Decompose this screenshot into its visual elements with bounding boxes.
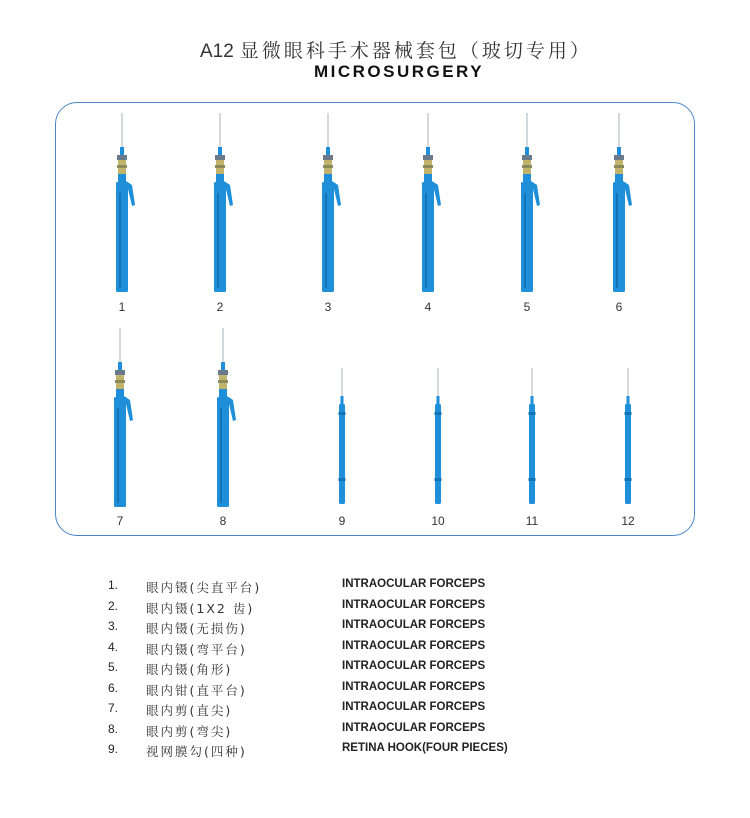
item-number: 4. — [108, 639, 119, 654]
title-chinese: 显微眼科手术器械套包（玻切专用） — [239, 40, 592, 62]
item-name-english: INTRAOCULAR FORCEPS — [342, 701, 486, 713]
catalog-code: A12 — [200, 41, 234, 62]
intraocular-forceps-image — [102, 113, 142, 293]
retina-hook-image — [608, 368, 648, 508]
intraocular-forceps-image — [203, 328, 243, 508]
item-number: 5. — [108, 660, 119, 674]
retina-hook-image — [418, 368, 458, 508]
instrument-number: 5 — [523, 300, 531, 314]
item-name-english: INTRAOCULAR FORCEPS — [342, 578, 486, 590]
item-number: 1. — [108, 578, 119, 592]
item-name-chinese: 眼内镊(弯平台) — [146, 641, 247, 657]
item-number: 9. — [108, 742, 119, 756]
item-name-chinese: 眼内镊(1X2 齿) — [146, 600, 255, 616]
instrument-number: 1 — [118, 300, 126, 314]
intraocular-forceps-image — [200, 113, 240, 293]
item-name-english: RETINA HOOK(FOUR PIECES) — [342, 742, 508, 754]
item-number: 3. — [108, 619, 119, 633]
instrument-number: 12 — [621, 514, 635, 528]
retina-hook-image — [322, 368, 362, 508]
item-name-chinese: 眼内镊(角形) — [146, 662, 233, 677]
item-name-english: INTRAOCULAR FORCEPS — [342, 639, 486, 652]
intraocular-forceps-image — [507, 113, 547, 293]
intraocular-forceps-image — [308, 113, 348, 293]
item-name-english: INTRAOCULAR FORCEPS — [342, 660, 486, 672]
item-name-english: INTRAOCULAR FORCEPS — [342, 619, 486, 631]
item-number: 8. — [108, 721, 119, 736]
instrument-number: 7 — [116, 514, 124, 528]
item-name-english: INTRAOCULAR FORCEPS — [342, 598, 486, 611]
item-name-chinese: 眼内剪(直尖) — [146, 703, 233, 718]
instrument-number: 2 — [216, 300, 224, 314]
item-name-chinese: 眼内剪(弯尖) — [146, 723, 233, 739]
page-subtitle: MICROSURGERY — [313, 62, 485, 81]
intraocular-forceps-image — [599, 113, 639, 293]
item-name-english: INTRAOCULAR FORCEPS — [342, 721, 486, 734]
instrument-number: 3 — [324, 300, 332, 314]
instrument-number: 9 — [338, 514, 346, 528]
item-name-chinese: 眼内镊(无损伤) — [146, 621, 247, 636]
instrument-number: 11 — [525, 514, 539, 528]
item-number: 7. — [108, 701, 119, 715]
item-number: 2. — [108, 598, 119, 613]
instrument-number: 10 — [431, 514, 445, 528]
instrument-number: 4 — [424, 300, 432, 314]
retina-hook-image — [512, 368, 552, 508]
page-title — [200, 36, 592, 63]
intraocular-forceps-image — [100, 328, 140, 508]
item-name-chinese: 眼内钳(直平台) — [146, 682, 247, 698]
item-name-english: INTRAOCULAR FORCEPS — [342, 680, 486, 693]
instrument-number: 8 — [219, 514, 227, 528]
item-name-chinese: 眼内镊(尖直平台) — [146, 580, 262, 595]
item-name-chinese: 视网膜勾(四种) — [146, 744, 247, 759]
intraocular-forceps-image — [408, 113, 448, 293]
item-number: 6. — [108, 680, 119, 695]
instrument-number: 6 — [615, 300, 623, 314]
